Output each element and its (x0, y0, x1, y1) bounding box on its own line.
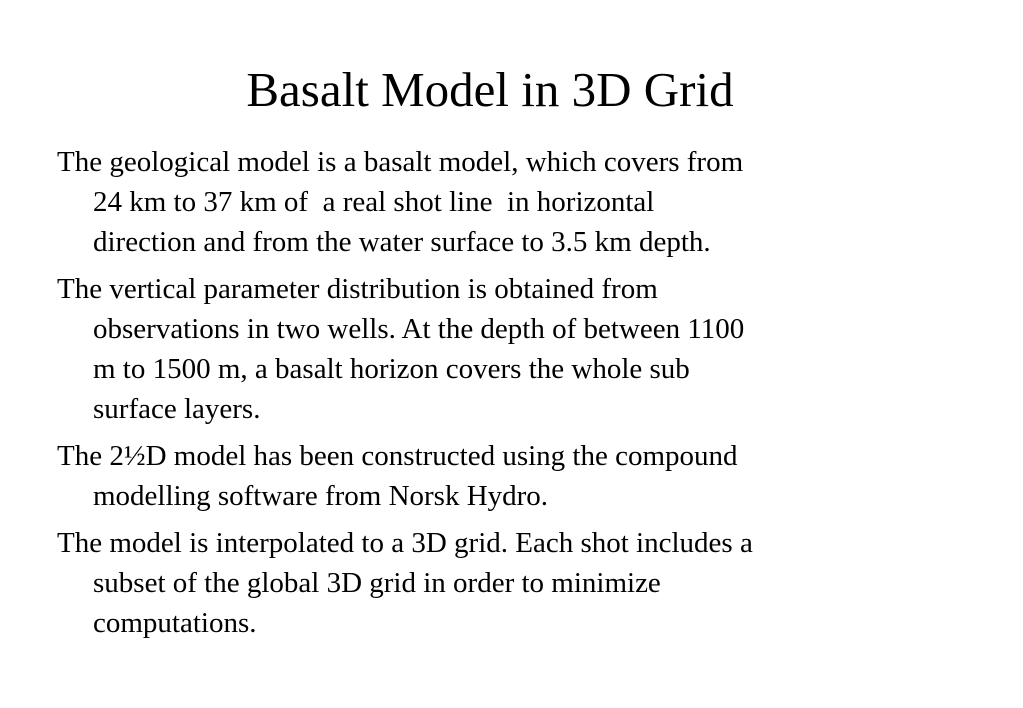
bullet-text-line: modelling software from Norsk Hydro. (93, 480, 549, 512)
bullet-text-line: The 2½D model has been constructed using the compound (57, 440, 738, 472)
bullet-item-grid-interpolation (57, 523, 957, 643)
bullet-text-line: surface layers. (93, 393, 261, 425)
bullet-item-basalt-model-extent (57, 142, 957, 262)
bullet-text-line: 24 km to 37 km of a real shot line in horizontal (93, 186, 655, 218)
bullet-list (57, 142, 957, 650)
bullet-item-model-construction (57, 436, 957, 516)
bullet-text-line: direction and from the water surface to 3.5 km depth. (93, 226, 711, 258)
bullet-text-line: observations in two wells. At the depth of between 1100 (93, 313, 745, 345)
bullet-item-vertical-parameters (57, 269, 957, 429)
bullet-text-line: m to 1500 m, a basalt horizon covers the whole sub (93, 353, 690, 385)
bullet-text-line: computations. (93, 607, 257, 639)
bullet-text-line: subset of the global 3D grid in order to minimize (93, 567, 661, 599)
slide-title: Basalt Model in 3D Grid (246, 62, 734, 117)
bullet-text-line: The model is interpolated to a 3D grid. Each shot includes a (57, 527, 753, 559)
bullet-text-line: The geological model is a basalt model, which covers from (57, 146, 744, 178)
bullet-text-line: The vertical parameter distribution is obtained from (57, 273, 658, 305)
